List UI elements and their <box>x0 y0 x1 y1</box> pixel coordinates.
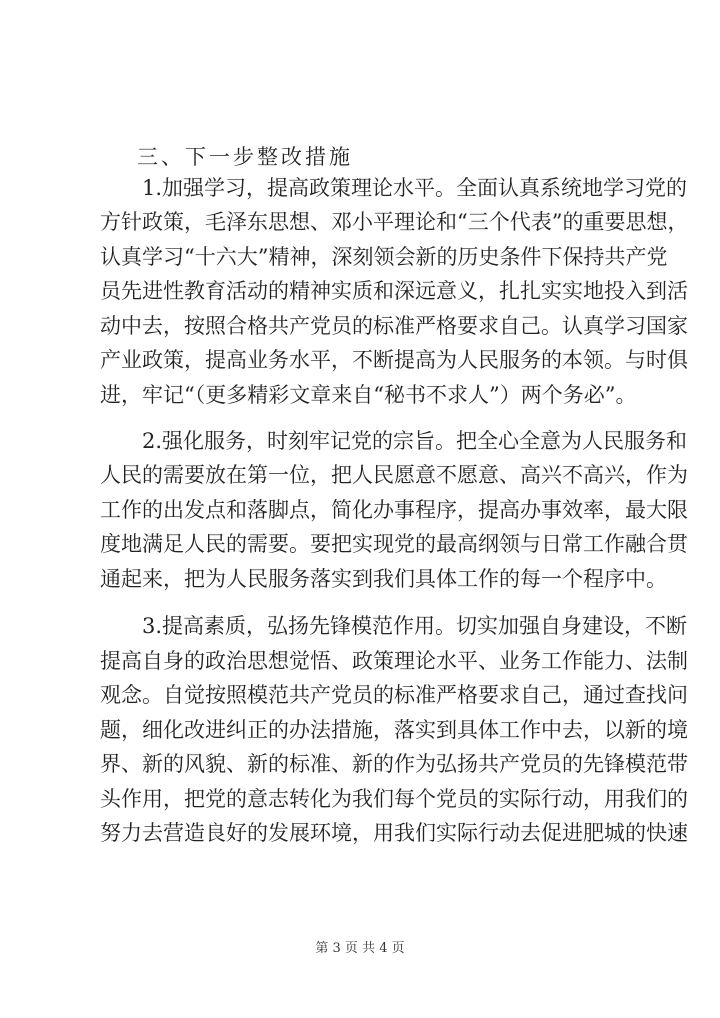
text-line: 度地满足人民的需要。要把实现党的最高纲领与日常工作融合贯 <box>100 532 688 556</box>
text-line: 1.加强学习，提高政策理论水平。全面认真系统地学习党的 <box>142 176 688 200</box>
text-line: 进，牢记“（更多精彩文章来自“秘书不求人”）两个务必”。 <box>100 383 637 407</box>
text-line: 通起来，把为人民服务落实到我们具体工作的每一个程序中。 <box>100 567 667 591</box>
text-line: 工作的出发点和落脚点，简化办事程序，提高办事效率，最大限 <box>100 498 688 522</box>
text-line: 观念。自觉按照模范共产党员的标准严格要求自己，通过查找问 <box>100 683 688 707</box>
page-number-footer: 第 3 页 共 4 页 <box>315 941 405 956</box>
text-line: 3.提高素质，弘扬先锋模范作用。切实加强自身建设，不断 <box>142 614 688 638</box>
text-line: 动中去，按照合格共产党员的标准严格要求自己。认真学习国家 <box>100 314 688 338</box>
text-line: 方针政策，毛泽东思想、邓小平理论和“三个代表”的重要思想， <box>100 210 689 234</box>
text-line: 人民的需要放在第一位，把人民愿意不愿意、高兴不高兴，作为 <box>100 463 688 487</box>
text-line: 提高自身的政治思想觉悟、政策理论水平、业务工作能力、法制 <box>100 649 688 673</box>
text-line: 头作用，把党的意志转化为我们每个党员的实际行动，用我们的 <box>100 787 688 811</box>
text-line: 认真学习“十六大”精神，深刻领会新的历史条件下保持共产党 <box>100 245 668 269</box>
section-heading: 三、下一步整改措施 <box>137 145 353 169</box>
text-line: 2.强化服务，时刻牢记党的宗旨。把全心全意为人民服务和 <box>142 429 688 453</box>
text-line: 界、新的风貌、新的标准、新的作为弘扬共产党员的先锋模范带 <box>100 752 688 776</box>
text-line: 产业政策，提高业务水平，不断提高为人民服务的本领。与时俱 <box>100 348 688 372</box>
text-line: 员先进性教育活动的精神实质和深远意义，扎扎实实地投入到活 <box>100 279 688 303</box>
text-line: 题，细化改进纠正的办法措施，落实到具体工作中去，以新的境 <box>100 718 688 742</box>
text-line: 努力去营造良好的发展环境，用我们实际行动去促进肥城的快速 <box>100 821 688 845</box>
